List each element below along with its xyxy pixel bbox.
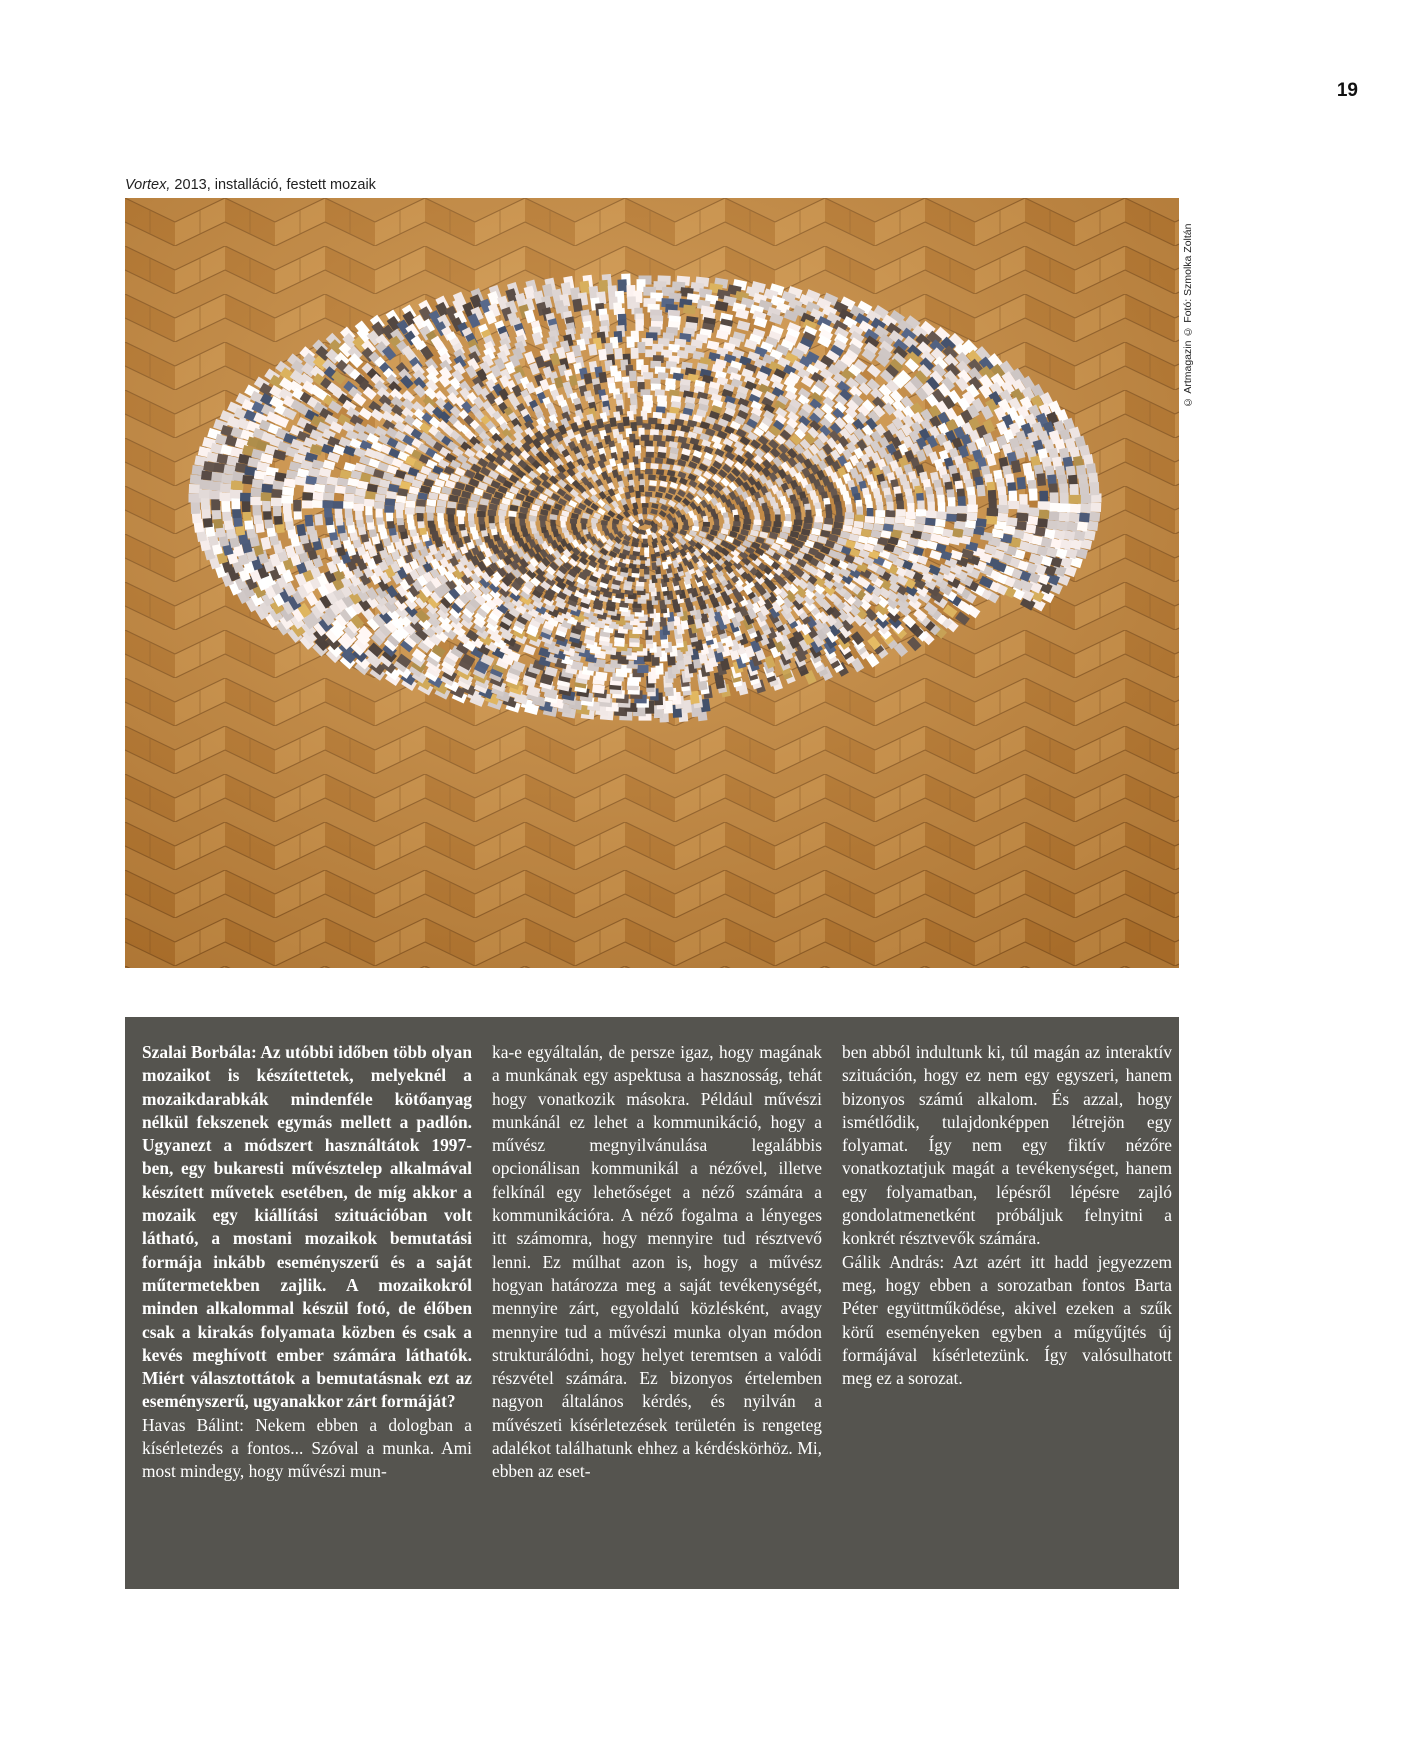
mosaic-tile [598,280,608,294]
mosaic-tile [354,496,365,504]
mosaic-tile [426,499,436,506]
mosaic-tile [642,508,647,515]
mosaic-tile [814,516,823,522]
mosaic-tile [873,523,884,531]
figure-caption [125,177,376,193]
mosaic-tile [977,485,986,497]
mosaic-tile [313,492,325,501]
mosaic-tile [813,522,822,529]
mosaic-tile [417,512,424,522]
mosaic-tile [805,510,811,519]
mosaic-tile [426,506,436,513]
mosaic-tile [477,511,486,517]
mosaic-tile [883,523,894,531]
mosaic-tile [854,521,864,528]
mosaic-tile [1029,488,1038,500]
mosaic-tile [856,507,863,516]
mosaic-tile [1068,495,1081,504]
interview-box [125,1017,1179,1589]
interview-column-1 [142,1041,472,1589]
mosaic-tile [823,524,833,531]
mosaic-tile [395,503,405,510]
mosaic-tile [201,496,210,509]
mosaic-tile [936,511,947,519]
mosaic-tile [650,463,658,469]
mosaic-tile [385,498,395,506]
mosaic-tile [650,429,659,436]
mosaic-tile [324,484,336,493]
mosaic-tile [508,511,517,517]
mosaic-tile [271,498,283,506]
mosaic-tile [1039,491,1048,503]
mosaic-tile [662,525,669,530]
mosaic-tile [595,672,608,681]
mosaic-tile [355,488,366,497]
interview-column-2 [492,1041,822,1589]
mosaic-tile [629,371,637,382]
mosaic-tile [644,440,653,446]
mosaic-tile [614,348,623,360]
mosaic-tile [938,502,945,513]
mosaic-tile [640,462,646,470]
mosaic-tile [549,514,557,520]
mosaic-tile [712,525,720,531]
mosaic-tile [312,500,323,508]
mosaic-tile [302,492,314,500]
mosaic-tile [273,504,282,516]
mosaic-tile [913,523,924,532]
mosaic-tile [405,500,415,507]
mosaic-tile [655,423,664,430]
mosaic-tile [645,469,653,475]
mosaic-tile [1009,491,1018,503]
mosaic-tile [865,516,875,523]
mosaic-tile [641,534,647,539]
mosaic-tile [842,525,852,533]
mosaic-tile [907,503,914,513]
mosaic-tile [375,494,386,502]
mosaic-tile [642,503,649,508]
mosaic-tile [752,525,760,531]
mosaic-tile [945,514,956,522]
mosaic-tile [345,507,353,518]
mosaic-tile [885,517,895,525]
photo-credit: © Artmagazin © Fotó: Szmolka Zoltán [1182,223,1194,408]
mosaic-tile [580,518,587,524]
mosaic-tile [333,501,344,509]
mosaic-tile [250,497,262,505]
mosaic-tile [436,506,446,513]
mosaic-tile [648,418,657,425]
mosaic-tile [570,518,577,523]
mosaic-tile [282,487,294,496]
mosaic-tile [742,524,750,530]
mosaic-tile [598,349,607,361]
question-paragraph: Szalai Borbála: Az utóbbi időben több olyan mozaikot is készítettetek, melyeknél a mozaikdarabkák mindenféle kötőanyag nélkül fekszenek egymás mellett a padlón. Ugyanezt a módszert használtátok 1997-ben, egy bukaresti művésztelep alkalmával készített művetek esetében, de míg akkor a mozaik egy kiállítási szituációban volt látható, a mostani mozaikok bemutatási formája inkább eseményszerű és a saját műtermetekben zajlik. A mozaikokról minden alkalommal készül fotó, de élőben csak a kirakás folyamata közben és csak a kevés meghívott ember számára láthatók. Miért választottátok a bemutatásnak ezt az eseményszerű, ugyanakkor zárt formáját? [142,1042,472,1412]
mosaic-tile [323,492,334,500]
mosaic-tile [636,416,643,425]
mosaic-tile [407,493,418,501]
mosaic-tile [986,508,998,517]
mosaic-tile [539,515,547,521]
mosaic-tile [322,500,333,508]
mosaic-tile [592,684,605,694]
mosaic-tile [683,304,696,314]
mosaic-tile [783,521,792,527]
mosaic-tile [803,523,812,530]
mosaic-tile [447,501,457,508]
mosaic-tile [916,509,926,516]
mosaic-tile [645,492,652,497]
mosaic-tile [262,499,271,511]
mosaic-tile [468,512,474,521]
mosaic-tile [614,371,622,382]
mosaic-tile [467,507,476,514]
mosaic-tile [658,446,667,453]
mosaic-tile [626,336,634,348]
mosaic-tile [641,435,650,441]
mosaic-tile [646,446,654,452]
mosaic-tile [1007,501,1019,509]
mosaic-tile [956,513,967,521]
mosaic-tile [905,512,915,519]
mosaic-tile [293,500,301,511]
mosaic-tile [915,516,926,524]
answer-paragraph: ka-e egyáltalán, de persze igaz, hogy magának a munkának egy aspektusa a hasznosság, tehát hogy vonatkozik másokra. Például művészi munkánál ez lehet a kommunikáció, hogy a művész megnyilvánulása legalábbis opcionálisan kommunikál a nézővel, illetve felkínál egy lehetőséget a néző számára a kommunikációra. A néző fogalma a lényeges itt számomra, hogy mennyire tud résztvevő lenni. Ez múlhat azon is, hogy a művész hogyan határozza meg a saját tevékenységét, mennyire zárt, egyoldalú közlésként, avagy mennyire tud a művészi munka olyan módon strukturálódni, hogy helyet teremtsen a valódi részvétel számára. Ez bizonyos értelemben nagyon általános kérdés, és nyilván a művészeti kísérletezések területén is rengeteg adalékot találhatunk ehhez a kérdéskörhöz. Mi, ebben az eset- [492,1042,822,1482]
mosaic-tile [895,516,905,524]
mosaic-tile [498,510,507,516]
mosaic-tile [437,500,447,507]
mosaic-tile [305,515,314,527]
mosaic-tile [867,508,874,518]
mosaic-tile [646,452,654,458]
mosaic-tile [655,458,664,464]
mosaic-tile [302,501,313,509]
mosaic-tile [667,620,675,630]
mosaic-tile [191,501,201,514]
mosaic-tile [1036,473,1046,486]
mosaic-tile [438,518,445,528]
mosaic-tile [560,516,568,522]
mosaic-tile [1038,501,1050,510]
mosaic-tile [468,501,477,508]
mosaic-tile [648,486,656,492]
mosaic-tile [763,521,771,527]
mosaic-tile [896,509,906,516]
mosaic-tile [314,484,326,493]
mosaic-tile [489,504,498,511]
mosaic-tile [824,518,833,525]
mosaic-tile [956,506,967,514]
mosaic-tile [743,519,751,524]
mosaic-tile [934,519,945,527]
caption-title: Vortex, [125,177,171,193]
mosaic-tile [221,499,230,512]
mosaic-tile [580,281,591,295]
mosaic-tile [754,519,762,525]
mosaic-tile [364,499,375,507]
mosaic-tile [653,435,662,442]
mosaic-tile [617,279,627,292]
mosaic-tile [958,496,966,507]
mosaic-tile [635,319,643,331]
mosaic-tile [353,503,364,510]
mosaic-tile [529,516,537,522]
mosaic-tile [733,521,741,527]
mosaic-tile [601,520,608,525]
mosaic-tile [343,501,354,509]
mosaic-tile [855,515,865,522]
mosaic-tile [488,510,497,516]
mosaic-tile [804,517,813,523]
mosaic-tile [648,475,656,481]
mosaic-tile [893,523,904,531]
mosaic-tile [792,525,801,532]
mosaic-tile [954,521,966,530]
mosaic-tile [386,491,397,499]
mosaic-tile [997,505,1009,513]
page-number: 19 [1336,80,1358,101]
mosaic-tile [649,480,657,486]
mosaic-tile [365,491,376,499]
mosaic-tile [623,417,630,427]
mosaic-tile [384,506,394,513]
caption-details: 2013, installáció, festett mozaik [170,177,376,193]
mosaic-tile [345,485,356,494]
mosaic-tile [231,481,244,491]
mosaic-tile [926,511,937,519]
mosaic-tile [968,495,976,506]
mosaic-tile [456,510,465,517]
mosaic-tile [875,517,885,524]
mosaic-tile [478,505,487,512]
mosaic-tile [703,522,710,527]
mosaic-tile [1016,513,1029,522]
mosaic-tile [1090,482,1100,495]
mosaic-tile [773,521,782,527]
mosaic-tile [446,508,455,515]
mosaic-tile [415,506,425,513]
mosaic-tile [631,348,639,359]
mosaic-tile [1019,494,1028,506]
mosaic-tile [863,522,873,530]
interview-column-3 [842,1041,1172,1589]
mosaic-tile [1060,493,1069,506]
mosaic-tile [457,504,466,511]
mosaic-tile [904,519,915,527]
mosaic-tile [835,516,844,523]
mosaic-tile [966,512,978,521]
mosaic-tile [794,519,803,525]
mosaic-tile [374,501,384,508]
mosaic-tile [653,621,660,631]
answer-paragraph: Gálik András: Azt azért itt hadd jegyezzem meg, hogy ebben a sorozatban fontos Barta Péter együttműködése, akivel ezeken a szűk körű eseményeken egyben a műgyűjtés új formájával kísérletezünk. Így valósulhatott meg ez a sorozat. [842,1251,1172,1389]
mosaic-tile [925,518,936,526]
mosaic-tile [946,506,957,514]
mosaic-tile [242,500,251,512]
mosaic-tile [335,485,347,494]
mosaic-tile [723,524,731,530]
mosaic-tile [518,513,526,519]
mosaic-tile [657,440,666,447]
mosaic-tile [641,496,646,503]
mosaic-tile [629,462,635,470]
mosaic-tile [405,508,415,515]
mosaic-tile [985,516,997,525]
mosaic-tile [875,510,885,517]
mosaic-tile [376,507,383,517]
mosaic-tile [637,342,645,353]
mosaic-tile [637,665,648,673]
mosaic-tile [396,495,406,503]
mosaic-tile [885,510,895,517]
mosaic-tile [314,514,323,526]
photo-svg [125,198,1179,968]
mosaic-tile [231,497,240,510]
mosaic-tile [844,518,854,525]
mosaic-tile [1080,483,1089,496]
mosaic-tile [846,504,853,514]
mosaic-tile [657,452,666,459]
mosaic-tile [355,509,363,520]
mosaic-tile [416,499,426,506]
mosaic-tile [344,493,355,501]
mosaic-tile [303,484,315,493]
mosaic-tile [529,510,537,516]
mosaic-tile [284,478,297,487]
mosaic-tile [281,495,293,503]
vortex-floor-mosaic-photo [125,198,1179,968]
answer-paragraph: Havas Bálint: Nekem ebben a dologban a kísérletezés a fontos... Szóval a munka. Ami most mindegy, hogy művészi mun- [142,1414,472,1482]
mosaic-tile [833,522,843,529]
mosaic-tile [635,491,641,498]
mosaic-tile [845,512,854,519]
mosaic-tile [967,504,978,512]
answer-paragraph: ben abból indultunk ki, túl magán az interaktív szituáción, hogy ez nem egy egyszeri, hanem bizonyos számú alkalom. És azzal, hogy ismétlődik, tulajdonképpen létrejön egy folyamat. Így nem egy fiktív nézőre vonatkoztatjuk magát a tevékenységet, hanem egy folyamatban, lépésről lépésre zajló gondolatmenetként próbáljuk felnyitni a konkrét résztvevők számára. [842,1042,1172,1249]
mosaic-tile [923,525,934,534]
mosaic-tile [682,525,689,530]
mosaic-tile [1017,477,1026,490]
